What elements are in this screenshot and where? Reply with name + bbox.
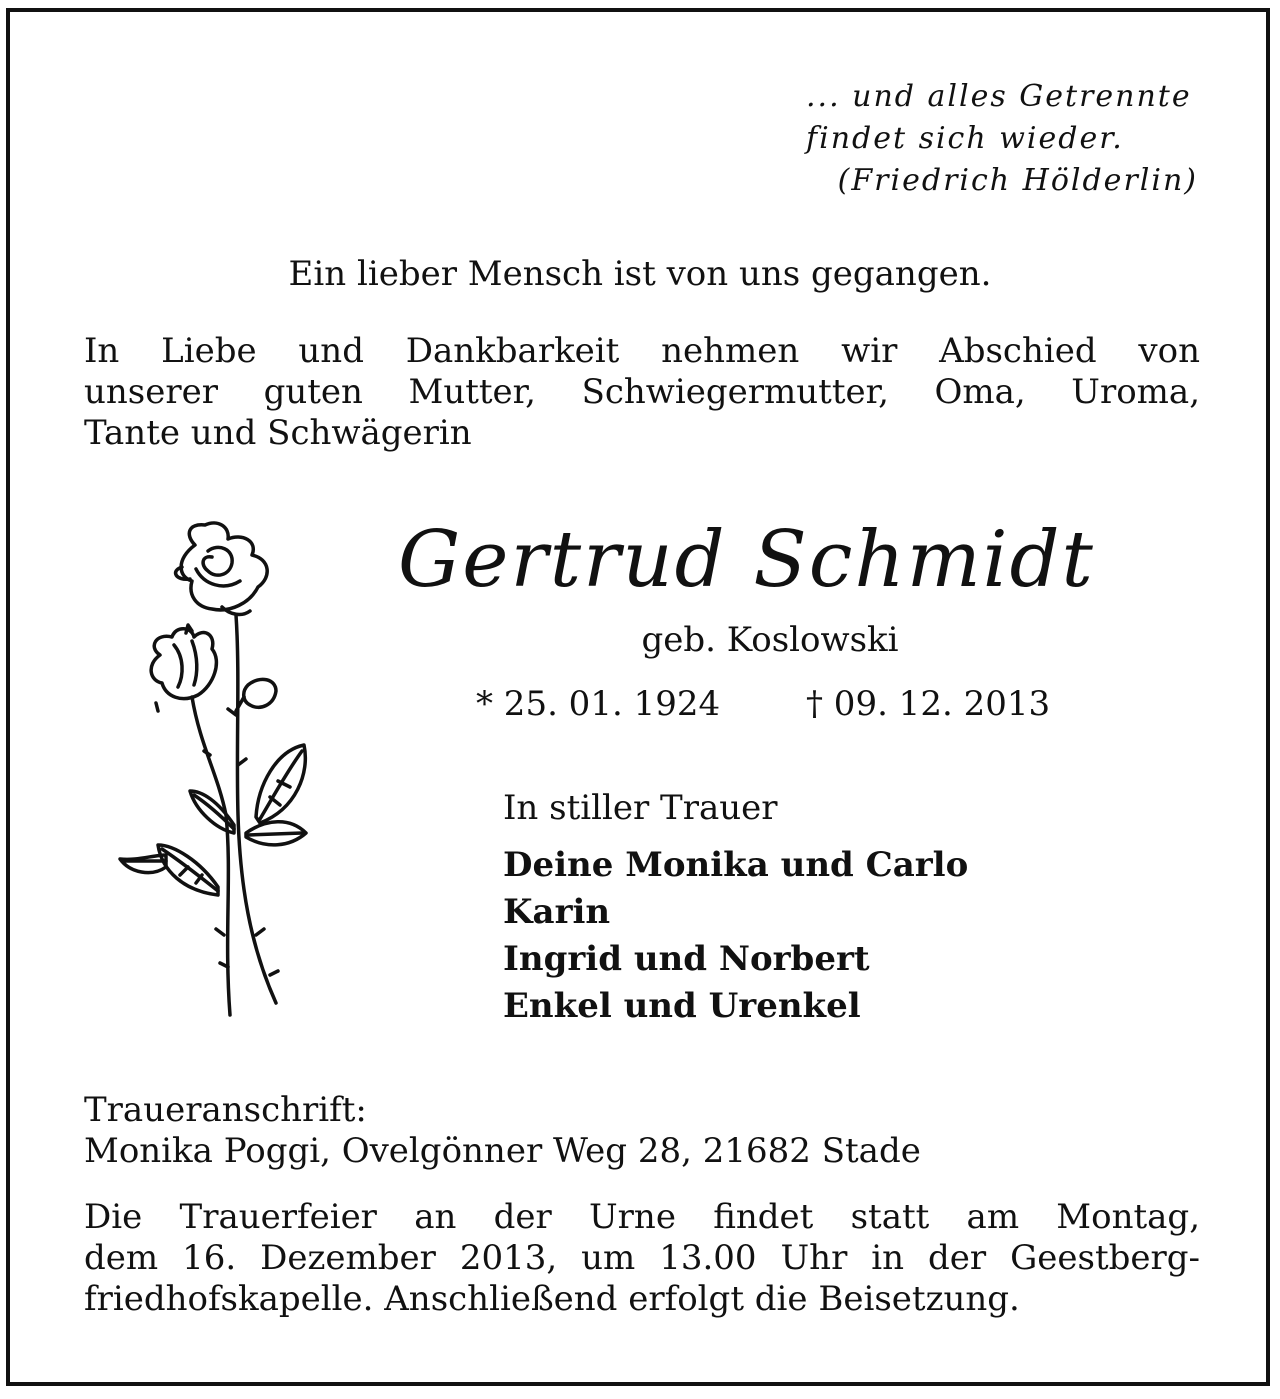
hoelderlin-quote [798,76,1198,202]
rose-icon [100,515,320,1020]
mourning-heading: In stiller Trauer [503,788,778,828]
deceased-name: Gertrud Schmidt [398,515,1095,605]
family-list [503,842,968,1030]
quote-line-1: ... und alles Getrennte [806,79,1192,114]
birth-date: * 25. 01. 1924 [476,684,721,724]
address-label: Traueranschrift: [84,1090,367,1130]
family-member: Ingrid und Norbert [503,939,870,979]
farewell-line-1: In Liebe und Dankbarkeit nehmen wir Abschied von [84,331,1200,371]
death-date: † 09. 12. 2013 [806,684,1051,724]
maiden-name: geb. Koslowski [641,620,899,660]
ceremony-line-1: Die Trauerfeier an der Urne findet statt am Montag, [84,1197,1200,1237]
ceremony-line-2: dem 16. Dezember 2013, um 13.00 Uhr in der Geestberg- [84,1238,1200,1278]
ceremony-line-3: friedhofskapelle. Anschließend erfolgt die Beisetzung. [84,1279,1020,1319]
address-line: Monika Poggi, Ovelgönner Weg 28, 21682 Stade [84,1131,921,1171]
farewell-paragraph [84,331,1200,454]
family-member: Enkel und Urenkel [503,986,861,1026]
family-member: Deine Monika und Carlo [503,845,969,885]
farewell-line-2: unserer guten Mutter, Schwiegermutter, Oma, Uroma, [84,372,1200,412]
intro-line: Ein lieber Mensch ist von uns gegangen. [288,254,992,294]
farewell-line-3: Tante und Schwägerin [84,413,472,453]
quote-author: (Friedrich Hölderlin) [837,163,1198,198]
quote-line-2: findet sich wieder. [806,121,1124,156]
family-member: Karin [503,892,611,932]
mourning-address [84,1090,921,1172]
ceremony-paragraph [84,1197,1200,1320]
